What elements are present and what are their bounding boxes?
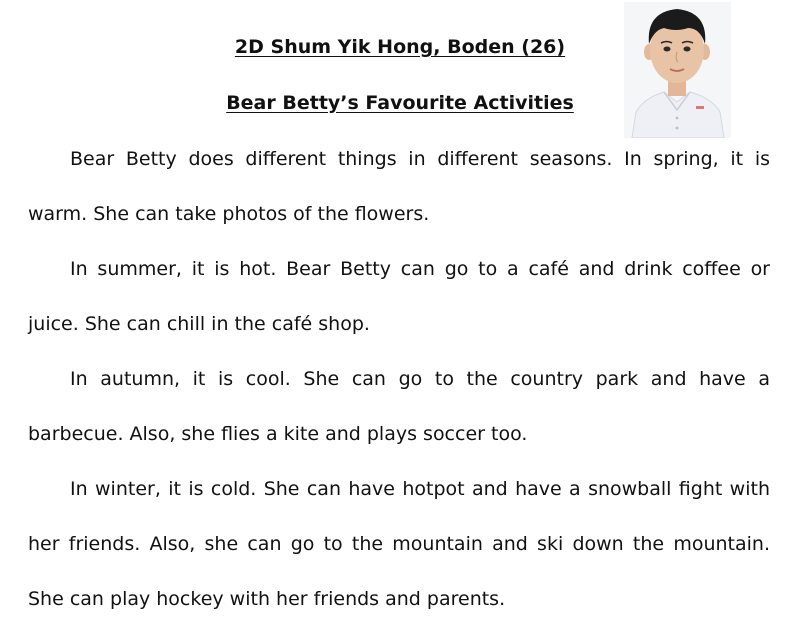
paragraph-winter: In winter, it is cold. She can have hotpot and have a snowball fight with her friends. Also, she can go to the mountain and ski down the mountain. She can play hockey with her friends and parents. <box>28 478 770 610</box>
student-name-heading: 2D Shum Yik Hong, Boden (26) <box>234 36 566 58</box>
student-portrait-icon <box>624 2 731 138</box>
student-portrait-photo <box>624 2 731 138</box>
essay-title: Bear Betty’s Favourite Activities <box>226 92 574 114</box>
paragraph-spring: Bear Betty does different things in different seasons. In spring, it is warm. She can take photos of the flowers. <box>28 148 770 225</box>
paragraph-summer: In summer, it is hot. Bear Betty can go to a café and drink coffee or juice. She can chill in the café shop. <box>28 258 770 335</box>
paragraph-autumn: In autumn, it is cool. She can go to the country park and have a barbecue. Also, she flies a kite and plays soccer too. <box>28 368 770 445</box>
essay-body <box>28 132 770 627</box>
